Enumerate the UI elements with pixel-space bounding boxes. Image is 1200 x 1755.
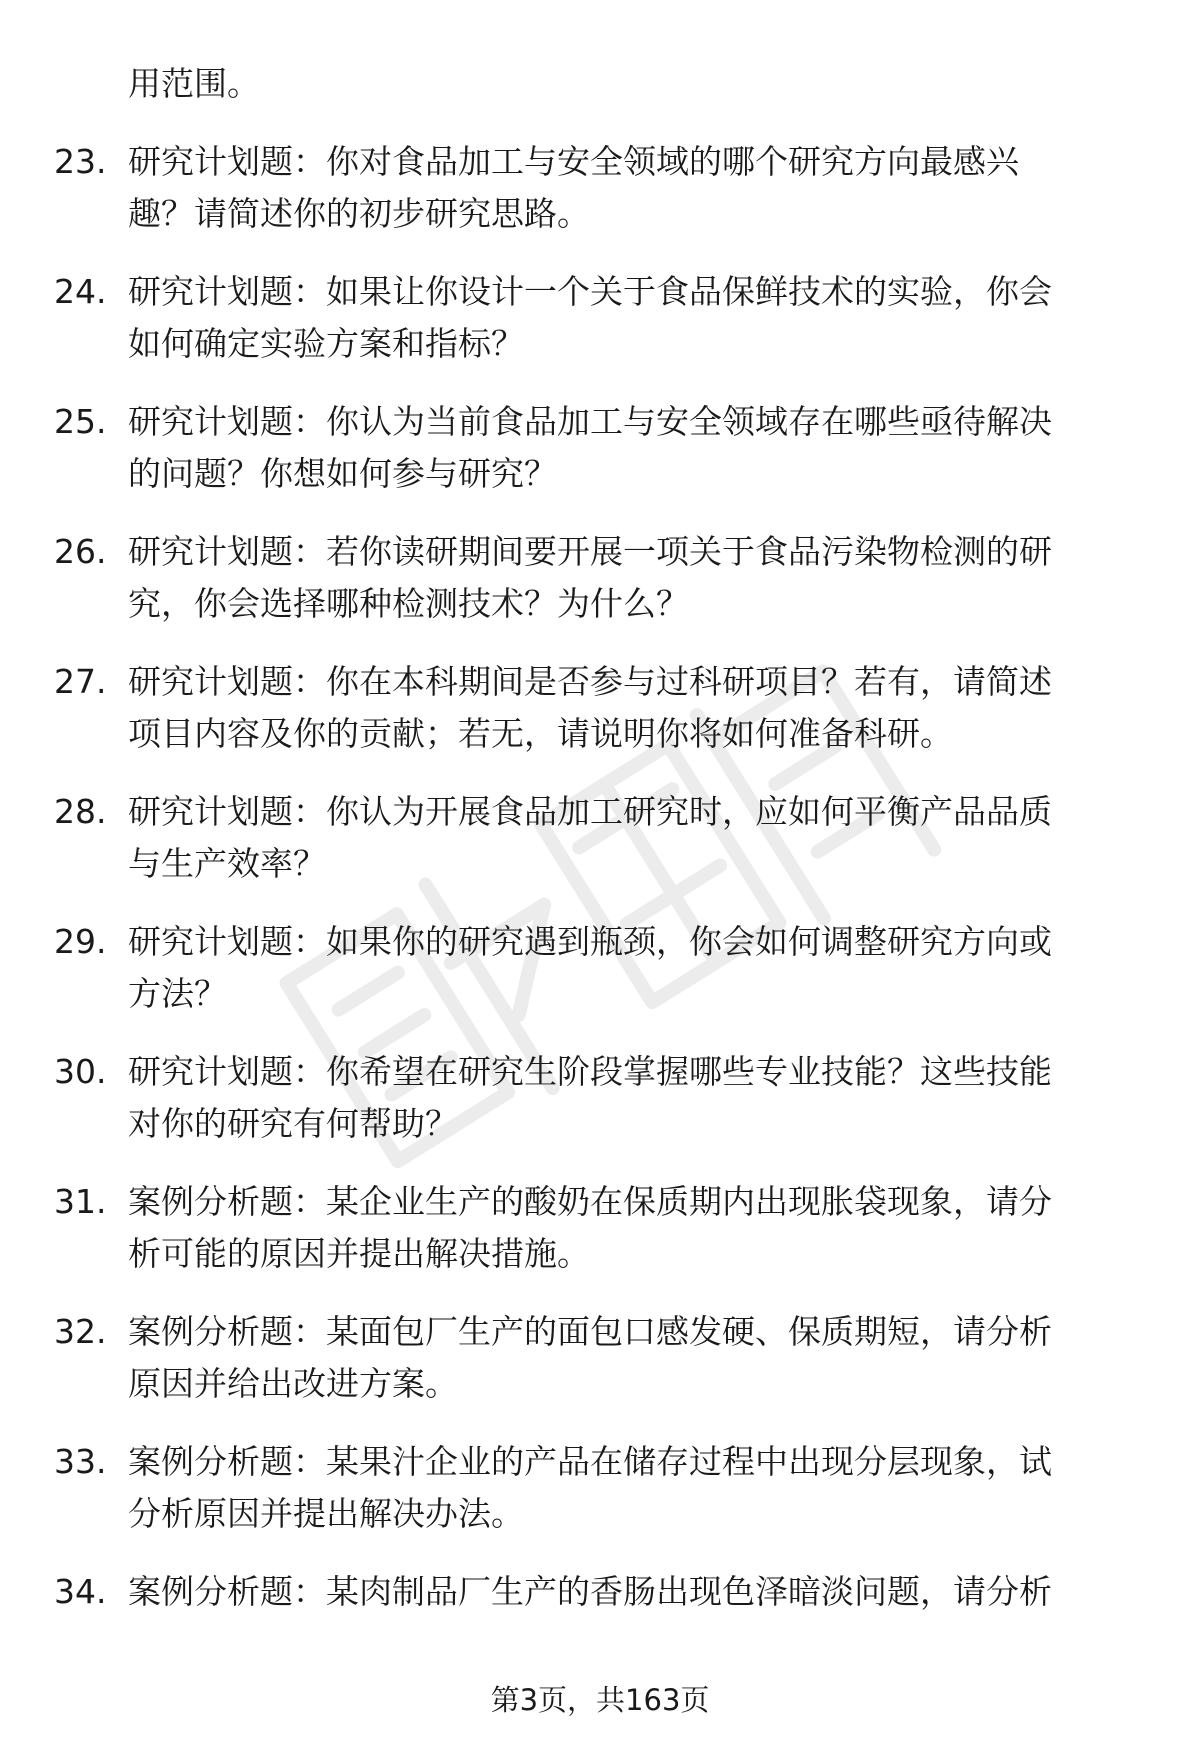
item-text-line: 的问题？你想如何参与研究？ bbox=[128, 454, 557, 493]
item-text bbox=[128, 656, 1144, 760]
item-text-line: 如何确定实验方案和指标？ bbox=[128, 324, 524, 363]
item-number: 32. bbox=[54, 1312, 107, 1351]
item-number: 28. bbox=[54, 792, 107, 831]
item-text-line: 研究计划题：你认为当前食品加工与安全领域存在哪些亟待解决 bbox=[128, 402, 1052, 441]
items-container bbox=[54, 136, 1144, 1618]
item-text bbox=[128, 1046, 1144, 1150]
list-item bbox=[54, 266, 1144, 370]
item-text-line: 案例分析题：某面包厂生产的面包口感发硬、保质期短，请分析 bbox=[128, 1312, 1052, 1351]
item-text-line: 研究计划题：你希望在研究生阶段掌握哪些专业技能？这些技能 bbox=[128, 1052, 1052, 1091]
item-text bbox=[128, 1566, 1144, 1618]
item-number: 29. bbox=[54, 922, 107, 961]
list-item bbox=[54, 136, 1144, 240]
page-footer: 第3页，共163页 bbox=[490, 1683, 710, 1717]
list-item bbox=[54, 1306, 1144, 1410]
item-text bbox=[128, 396, 1144, 500]
item-text-line: 项目内容及你的贡献；若无，请说明你将如何准备科研。 bbox=[128, 714, 953, 753]
item-number: 33. bbox=[54, 1442, 107, 1481]
item-text-line: 对你的研究有何帮助？ bbox=[128, 1104, 458, 1143]
item-number: 34. bbox=[54, 1572, 107, 1611]
item-text bbox=[128, 786, 1144, 890]
item-text-line: 研究计划题：如果让你设计一个关于食品保鲜技术的实验，你会 bbox=[128, 272, 1052, 311]
item-text-line: 析可能的原因并提出解决措施。 bbox=[128, 1234, 590, 1273]
list-item bbox=[54, 786, 1144, 890]
item-number: 26. bbox=[54, 532, 107, 571]
item-text-line: 趣？请简述你的初步研究思路。 bbox=[128, 194, 590, 233]
list-item bbox=[54, 1566, 1144, 1618]
list-item bbox=[54, 526, 1144, 630]
item-text bbox=[128, 526, 1144, 630]
list-item bbox=[54, 1046, 1144, 1150]
item-number: 27. bbox=[54, 662, 107, 701]
item-number: 24. bbox=[54, 272, 107, 311]
item-number: 25. bbox=[54, 402, 107, 441]
list-item bbox=[54, 656, 1144, 760]
item-text-line: 研究计划题：你在本科期间是否参与过科研项目？若有，请简述 bbox=[128, 662, 1052, 701]
item-text-line: 与生产效率？ bbox=[128, 844, 326, 883]
item-text bbox=[128, 1176, 1144, 1280]
list-item bbox=[54, 396, 1144, 500]
item-text-line: 案例分析题：某肉制品厂生产的香肠出现色泽暗淡问题，请分析 bbox=[128, 1572, 1052, 1611]
item-text bbox=[128, 1436, 1144, 1540]
item-text-line: 究，你会选择哪种检测技术？为什么？ bbox=[128, 584, 689, 623]
continuation-line: 用范围。 bbox=[128, 64, 260, 103]
question-list bbox=[54, 58, 1144, 1618]
item-text-line: 研究计划题：如果你的研究遇到瓶颈，你会如何调整研究方向或 bbox=[128, 922, 1052, 961]
item-text bbox=[128, 1306, 1144, 1410]
item-number: 23. bbox=[54, 142, 107, 181]
list-item bbox=[54, 1436, 1144, 1540]
list-item bbox=[54, 916, 1144, 1020]
list-item bbox=[54, 1176, 1144, 1280]
item-text bbox=[128, 916, 1144, 1020]
item-text-line: 案例分析题：某果汁企业的产品在储存过程中出现分层现象，试 bbox=[128, 1442, 1052, 1481]
item-number: 31. bbox=[54, 1182, 107, 1221]
item-text-line: 研究计划题：你认为开展食品加工研究时，应如何平衡产品品质 bbox=[128, 792, 1052, 831]
item-text-line: 案例分析题：某企业生产的酸奶在保质期内出现胀袋现象，请分 bbox=[128, 1182, 1052, 1221]
item-text bbox=[128, 266, 1144, 370]
item-number: 30. bbox=[54, 1052, 107, 1091]
item-text-line: 方法？ bbox=[128, 974, 227, 1013]
item-text-line: 研究计划题：你对食品加工与安全领域的哪个研究方向最感兴 bbox=[128, 142, 1019, 181]
item-text-line: 分析原因并提出解决办法。 bbox=[128, 1494, 524, 1533]
item-text-line: 研究计划题：若你读研期间要开展一项关于食品污染物检测的研 bbox=[128, 532, 1052, 571]
item-text bbox=[128, 136, 1144, 240]
item-text-line: 原因并给出改进方案。 bbox=[128, 1364, 458, 1403]
